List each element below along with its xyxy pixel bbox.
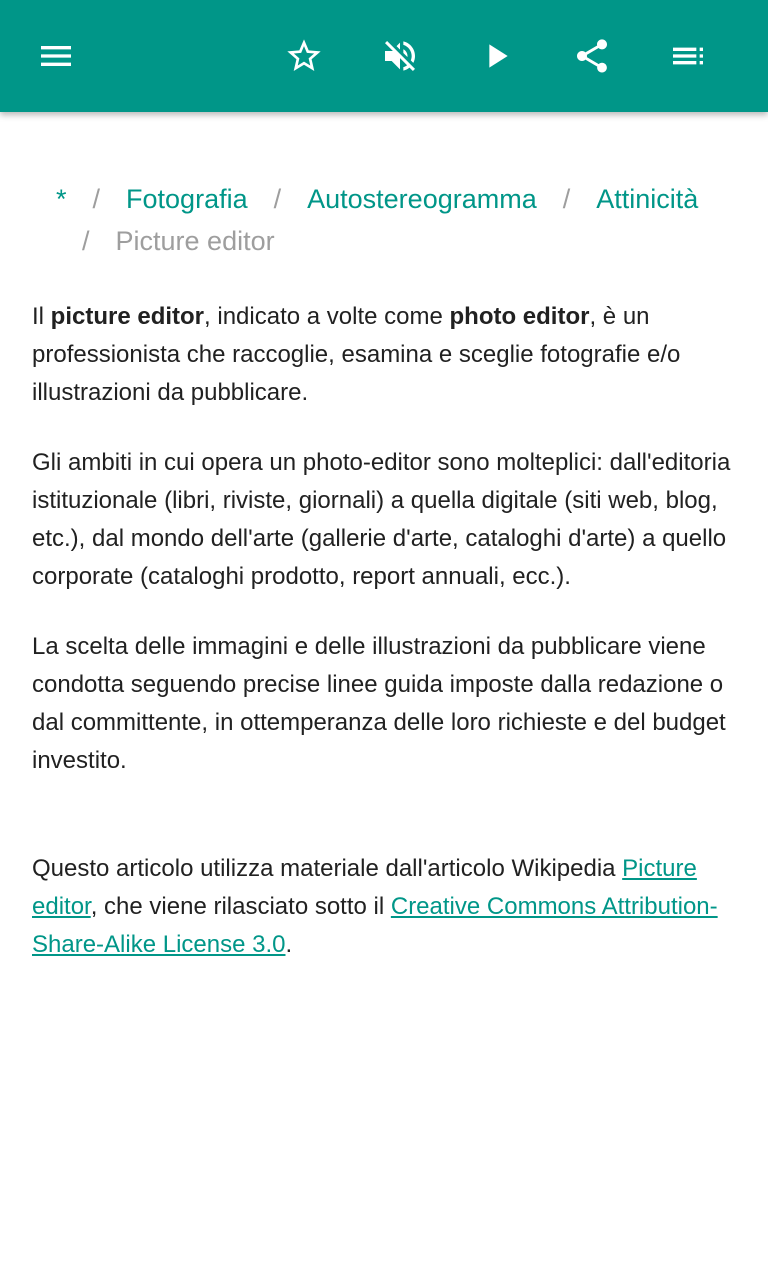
mute-button[interactable] (372, 28, 428, 84)
license-link[interactable]: Creative Commons Attribution-Share-Alike License 3.0 (32, 893, 718, 958)
paragraph-text: , è un professionista che raccoglie, esamina e sceglie fotografie e/o illustrazioni da pubblicare. (32, 303, 681, 406)
breadcrumb-item-autostereogramma[interactable]: Autostereogramma (307, 184, 537, 214)
breadcrumb-current: Picture editor (115, 226, 275, 256)
wikipedia-article-link[interactable]: Picture editor (32, 855, 697, 920)
article-paragraph-selection: La scelta delle immagini e delle illustrazioni da pubblicare viene condotta seguendo precise linee guida imposte dalla redazione o dal committente, in ottemperanza delle loro richieste e del budget investito. (32, 633, 726, 774)
menu-button[interactable] (28, 28, 84, 84)
favorite-button[interactable] (276, 28, 332, 84)
menu-icon (36, 36, 76, 76)
attribution-paragraph (32, 850, 742, 964)
play-icon (476, 36, 516, 76)
paragraph-text: , indicato a volte come (204, 303, 450, 330)
breadcrumb-item-fotografia[interactable]: Fotografia (126, 184, 248, 214)
paragraph-text: Il (32, 303, 51, 330)
top-app-bar (0, 0, 768, 112)
share-button[interactable] (564, 28, 620, 84)
breadcrumb-item-attinicita[interactable]: Attinicità (596, 184, 699, 214)
playlist-icon (668, 36, 708, 76)
term-picture-editor: picture editor (50, 303, 205, 330)
attribution-text: , che viene rilasciato sotto il (90, 893, 391, 920)
page-content (0, 112, 768, 1280)
star-outline-icon (284, 36, 324, 76)
attribution-text: . (285, 931, 293, 958)
breadcrumb-separator: / (562, 184, 571, 214)
share-icon (572, 36, 612, 76)
breadcrumb-separator: / (273, 184, 282, 214)
article-paragraph-intro (32, 298, 742, 412)
article-body (32, 298, 742, 996)
breadcrumb (56, 178, 736, 262)
article-paragraph-scope: Gli ambiti in cui opera un photo-editor sono molteplici: dall'editoria istituzionale (libri, riviste, giornali) a quella digitale (siti web, blog, etc.), dal mondo dell'arte (gallerie d'arte, cataloghi d'arte) a quello corporate (cataloghi prodotto, report annuali, ecc.). (32, 449, 731, 590)
term-photo-editor: photo editor (449, 303, 590, 330)
breadcrumb-item-home[interactable]: * (56, 184, 67, 214)
play-button[interactable] (468, 28, 524, 84)
breadcrumb-separator: / (92, 184, 101, 214)
breadcrumb-separator: / (82, 226, 90, 256)
attribution-text: Questo articolo utilizza materiale dall'articolo Wikipedia (32, 855, 623, 882)
contents-button[interactable] (660, 28, 716, 84)
volume-off-icon (380, 36, 420, 76)
